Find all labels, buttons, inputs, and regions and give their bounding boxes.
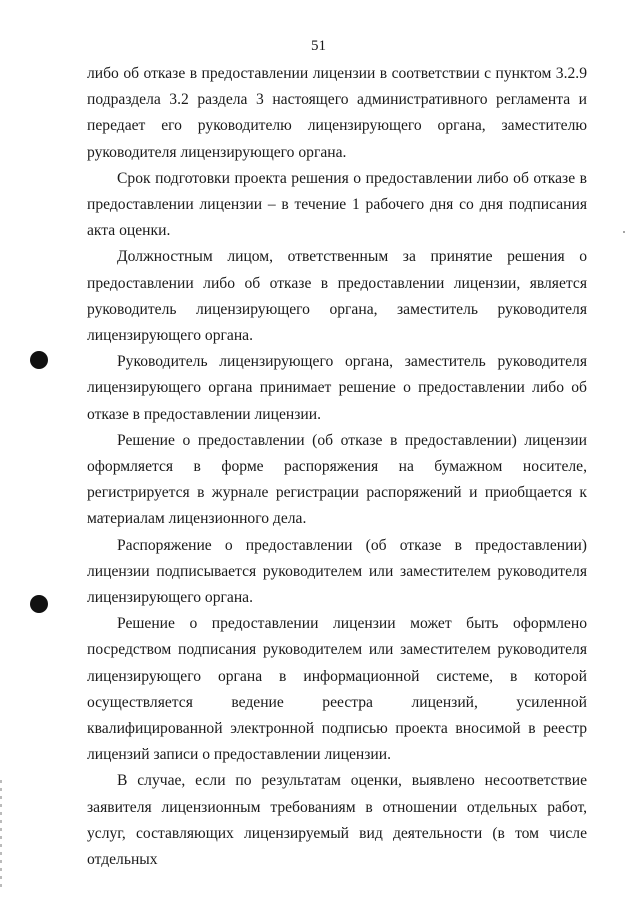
scan-speck xyxy=(623,231,625,233)
paragraph-decision-form: Решение о предоставлении (об отказе в предоставлении) лицензии оформляется в форме распоряжения на бумажном носителе, регистрируется в журнале регистрации распоряжений и приобщается к материалам лицензионного дела. xyxy=(87,431,587,528)
paragraph-head-decision: Руководитель лицензирующего органа, заместитель руководителя лицензирующего органа принимает решение о предоставлении либо об отказе в предоставлении лицензии. xyxy=(87,353,587,423)
document-body xyxy=(87,61,587,873)
punch-hole-mark xyxy=(30,351,48,369)
paragraph-preparation-deadline: Срок подготовки проекта решения о предоставлении либо об отказе в предоставлении лицензии – в течение 1 рабочего дня со дня подписания акта оценки. xyxy=(87,169,587,240)
paragraph-nonconformity: В случае, если по результатам оценки, выявлено несоответствие заявителя лицензионным требованиям в отношении отдельных работ, услуг, составляющих лицензируемый вид деятельности (в том числе отдельных xyxy=(87,772,587,869)
scan-edge-mark xyxy=(0,780,2,890)
paragraph-responsible-official: Должностным лицом, ответственным за принятие решения о предоставлении либо об отказе в предоставлении лицензии, является руководитель лицензирующего органа, заместитель руководителя лицензирующего органа. xyxy=(87,248,587,345)
page-number: 51 xyxy=(311,38,326,54)
paragraph-electronic-signature: Решение о предоставлении лицензии может быть оформлено посредством подписания руководителем или заместителем руководителя лицензирующего органа в информационной системе, в которой осуществляется ведение реестра лицензий, усиленной квалифицированной электронной подписью проекта вносимой в реестр лицензий записи о предоставлении лицензии. xyxy=(87,615,587,764)
paragraph-order-signing: Распоряжение о предоставлении (об отказе в предоставлении) лицензии подписывается руководителем или заместителем руководителя лицензирующего органа. xyxy=(87,536,587,607)
paragraph-continuation: либо об отказе в предоставлении лицензии в соответствии с пунктом 3.2.9 подраздела 3.2 раздела 3 настоящего административного регламента и передает его руководителю лицензирующего органа, заместителю руководителя лицензирующего органа. xyxy=(87,65,587,161)
punch-hole-mark xyxy=(30,595,48,613)
